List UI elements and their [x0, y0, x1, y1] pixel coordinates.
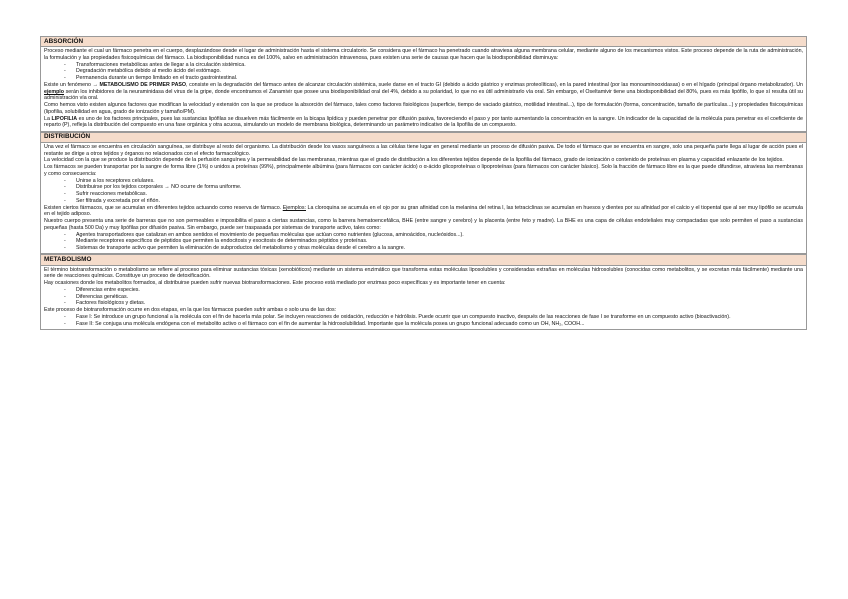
- section-body-absorcion: [40, 46, 807, 132]
- list-item: - Sufrir reacciones metabólicas.: [44, 191, 803, 198]
- paragraph: [44, 205, 803, 219]
- list-item: - Agentes transportadores que catalizan en ambos sentidos el movimiento de pequeñas moléculas que actúan como nutrientes (glucosa, aminoácidos, nucleósidos...).: [44, 232, 803, 239]
- paragraph: Una vez el fármaco se encuentra en circulación sanguínea, se distribuye al resto del organismo. La distribución desde los vasos sanguíneos a las células tiene lugar en general mediante un proceso de difusión pasiva. De todo el fármaco que se encuentra en sangre, solo una pequeña parte llega al lugar de acción pues el restante se dirige a otros tejidos y órganos no relacionados con el efecto farmacológico.: [44, 143, 803, 157]
- list-item: - Diferencias entre especies.: [44, 287, 803, 294]
- text: Existe un fenómeno →: [44, 81, 100, 88]
- paragraph: Hay ocasiones donde los metabolitos formados, al distribuirse pueden sufrir nuevas biotransformaciones. Este proceso está mediado por enzimas poco específicas y es importante tener en cuenta:: [44, 280, 506, 287]
- bold-term: LIPOFILIA: [51, 115, 78, 122]
- list-item: - Permanencia durante un tiempo limitado en el tracto gastrointestinal.: [44, 75, 803, 82]
- list-item: - Factores fisiológicos y dietas.: [44, 300, 803, 307]
- list-item: - Degradación metabólica debido al medio ácido del estómago.: [44, 68, 803, 75]
- paragraph: El término biotransformación o metabolismo se refiere al proceso para eliminar sustancias tóxicas (xenobióticos) mediante un sistema enzimático que transforma estas moléculas liposolubles y consideradas extrañas en moléculas hidrosolubles (conocidas como metabolitos, y se excretan más fácilmente) mediante una serie de reacciones químicas. Constituye un proceso de detoxificación.: [44, 266, 803, 280]
- paragraph: Como hemos visto existen algunos factores que modifican la velocidad y extensión con la que se produce la absorción del fármaco, tales como factores fisiológicos (superficie, tiempo de vaciado gástrico, motilidad intestinal...), tipo de formulación (forma, concentración, tamaño de partículas...) y propiedades fisicoquímicas (lipofilia, solubilidad en agua, grado de ionización y tamaño/PM).: [44, 102, 803, 115]
- paragraph: La velocidad con la que se produce la distribución depende de la perfusión sanguínea y la permeabilidad de las membranas, mientras que el grado de distribución a los diferentes tejidos depende de la lipofilia del fármaco, grado de ionización o contenido de proteínas en plasma y capacidad enlazante de los tejidos.: [44, 157, 784, 164]
- list-item: - Ser filtrada y excretada por el riñón.: [44, 198, 803, 205]
- text: es uno de los factores principales, pues las sustancias lipófilas se disuelven más fácilmente en la bicapa lipídica y pueden penetrar por difusión pasiva, favoreciendo el paso y por tanto aumentando la concentración en la sangre. Un indicador de la capacidad de la molécula para penetrar es el coeficiente de reparto (P), refleja la distribución del compuesto en una fase orgánica y otra acuosa, simulando un modelo de membrana biológica, determinando un parámetro indicativo de la lipofilia de un compuesto.: [44, 115, 804, 129]
- text: La: [44, 115, 52, 122]
- list-item: - Mediante receptores específicos de péptidos que permiten la endocitosis y exocitosis de determinados péptidos y proteínas.: [44, 238, 803, 245]
- list-item: - Transformaciones metabólicas antes de llegar a la circulación sistémica.: [44, 62, 803, 69]
- paragraph: Los fármacos se pueden transportar por la sangre de forma libre (1%) o unidos a proteínas (99%), principalmente albúmina (para fármacos con carácter ácido) o α-ácido glicoproteínas o lipoproteínas (para fármacos con carácter básico). Solo la fracción de fármaco libre es la que puede difundirse, atraviesa las membranas y como consecuencia:: [44, 164, 803, 177]
- paragraph: [44, 82, 803, 102]
- text: La cloroquina se acumula en el ojo por su gran afinidad con la melanina del retina l, las tetraciclinas se acumulan en huesos y dientes por su afinidad por el calcio y el tiopental que al ser muy lipófilo se acumula en el tejido adiposo.: [44, 204, 804, 218]
- text: serán los inhibidores de la neuraminidasa del virus de la gripe, donde encontramos el Zanamivir que posee una biodisponibilidad oral del 4%, debido a su polaridad, lo que no es útil administrarlo vía oral. Sin embargo, el Oseltamivir tiene una biodisponibilidad del 80%, pues es más lipófilo, lo que sí resulta útil su administración vía oral.: [44, 88, 803, 102]
- consequences-list: [44, 178, 803, 205]
- list-item: - Sistemas de transporte activo que permiten la eliminación de subproductos del metabolismo y otras moléculas desde el cerebro a la sangre.: [44, 245, 803, 252]
- example-label: ejemplo: [44, 88, 65, 95]
- transport-list: [44, 232, 803, 252]
- causes-list: [44, 62, 803, 82]
- list-item: - Distribuirse por los tejidos corporales → NO ocurre de forma uniforme.: [44, 184, 803, 191]
- list-item: - Diferencias genéticas.: [44, 294, 803, 301]
- paragraph: [44, 116, 803, 130]
- paragraph: Este proceso de biotransformación ocurre en dos etapas, en la que los fármacos pueden sufrir ambas o solo una de las dos:: [44, 307, 337, 314]
- section-title-absorcion: ABSORCIÓN: [40, 36, 807, 46]
- notes-page: [40, 36, 807, 330]
- example-label: Ejemplos:: [282, 204, 306, 211]
- factors-list: [44, 287, 803, 307]
- section-title-metabolismo: METABOLISMO: [40, 254, 807, 264]
- text: , consiste en la degradación del fármaco antes de alcanzar circulación sistémica, suele darse en el tracto GI (debido a ácido gástrico y enzimas proteolíticas), en la pared intestinal (por las monoaminooxidasas) o en el hígado (principal órgano metabolizador). Un: [186, 81, 803, 88]
- paragraph: Nuestro cuerpo presenta una serie de barreras que no son permeables e imposibilita el paso a ciertas sustancias, como la barrera hematoencefálica, BHE (entre sangre y cerebro) y la placenta (entre feto y madre). La BHE es una capa de células endoteliales muy compactadas que solo permiten el paso a sustancias pequeñas (hasta 500 Da) y muy lipófilas por difusión pasiva. Sin embargo, puede ser traspasada por sistemas de transporte activo, tales como:: [44, 218, 803, 231]
- list-item: - Fase II: Se conjuga una molécula endógena con el metabolito activo o el fármaco con el fin de aumentar la hidrosolubilidad. Importante que la molécula posea un grupo funcional adecuado como un OH, NH₂, COOH...: [44, 321, 803, 328]
- paragraph: Proceso mediante el cual un fármaco penetra en el cuerpo, desplazándose desde el lugar de administración hasta el sistema circulatorio. Se considera que el fármaco ha penetrado cuando atraviesa alguna membrana celular, mediante alguno de los mecanismos vistos. Este proceso depende de la ruta de administración, la formulación y las propiedades fisicoquímicas del fármaco. La biodisponibilidad nunca es del 100%, salvo en administración intravenosa, pues existen una serie de causas que hacen que la biodisponibilidad disminuya:: [44, 48, 803, 61]
- list-item: - Unirse a los receptores celulares.: [44, 178, 803, 185]
- section-body-distribucion: [40, 142, 807, 255]
- phases-list: [44, 314, 803, 328]
- section-body-metabolismo: [40, 265, 807, 330]
- list-item: - Fase I: Se introduce un grupo funcional a la molécula con el fin de hacerla más polar. Se incluyen reacciones de oxidación, reducción e hidrólisis. Puede ocurrir que un compuesto inactivo, después de las reacciones de fase I se transforme en un compuesto activo (bioactivación).: [44, 314, 803, 321]
- bold-term: METABOLISMO DE PRIMER PASO: [99, 81, 187, 88]
- text: Existen ciertos fármacos, que se acumulan en diferentes tejidos actuando como reserva de fármaco.: [44, 204, 283, 211]
- section-title-distribucion: DISTRIBUCIÓN: [40, 132, 807, 142]
